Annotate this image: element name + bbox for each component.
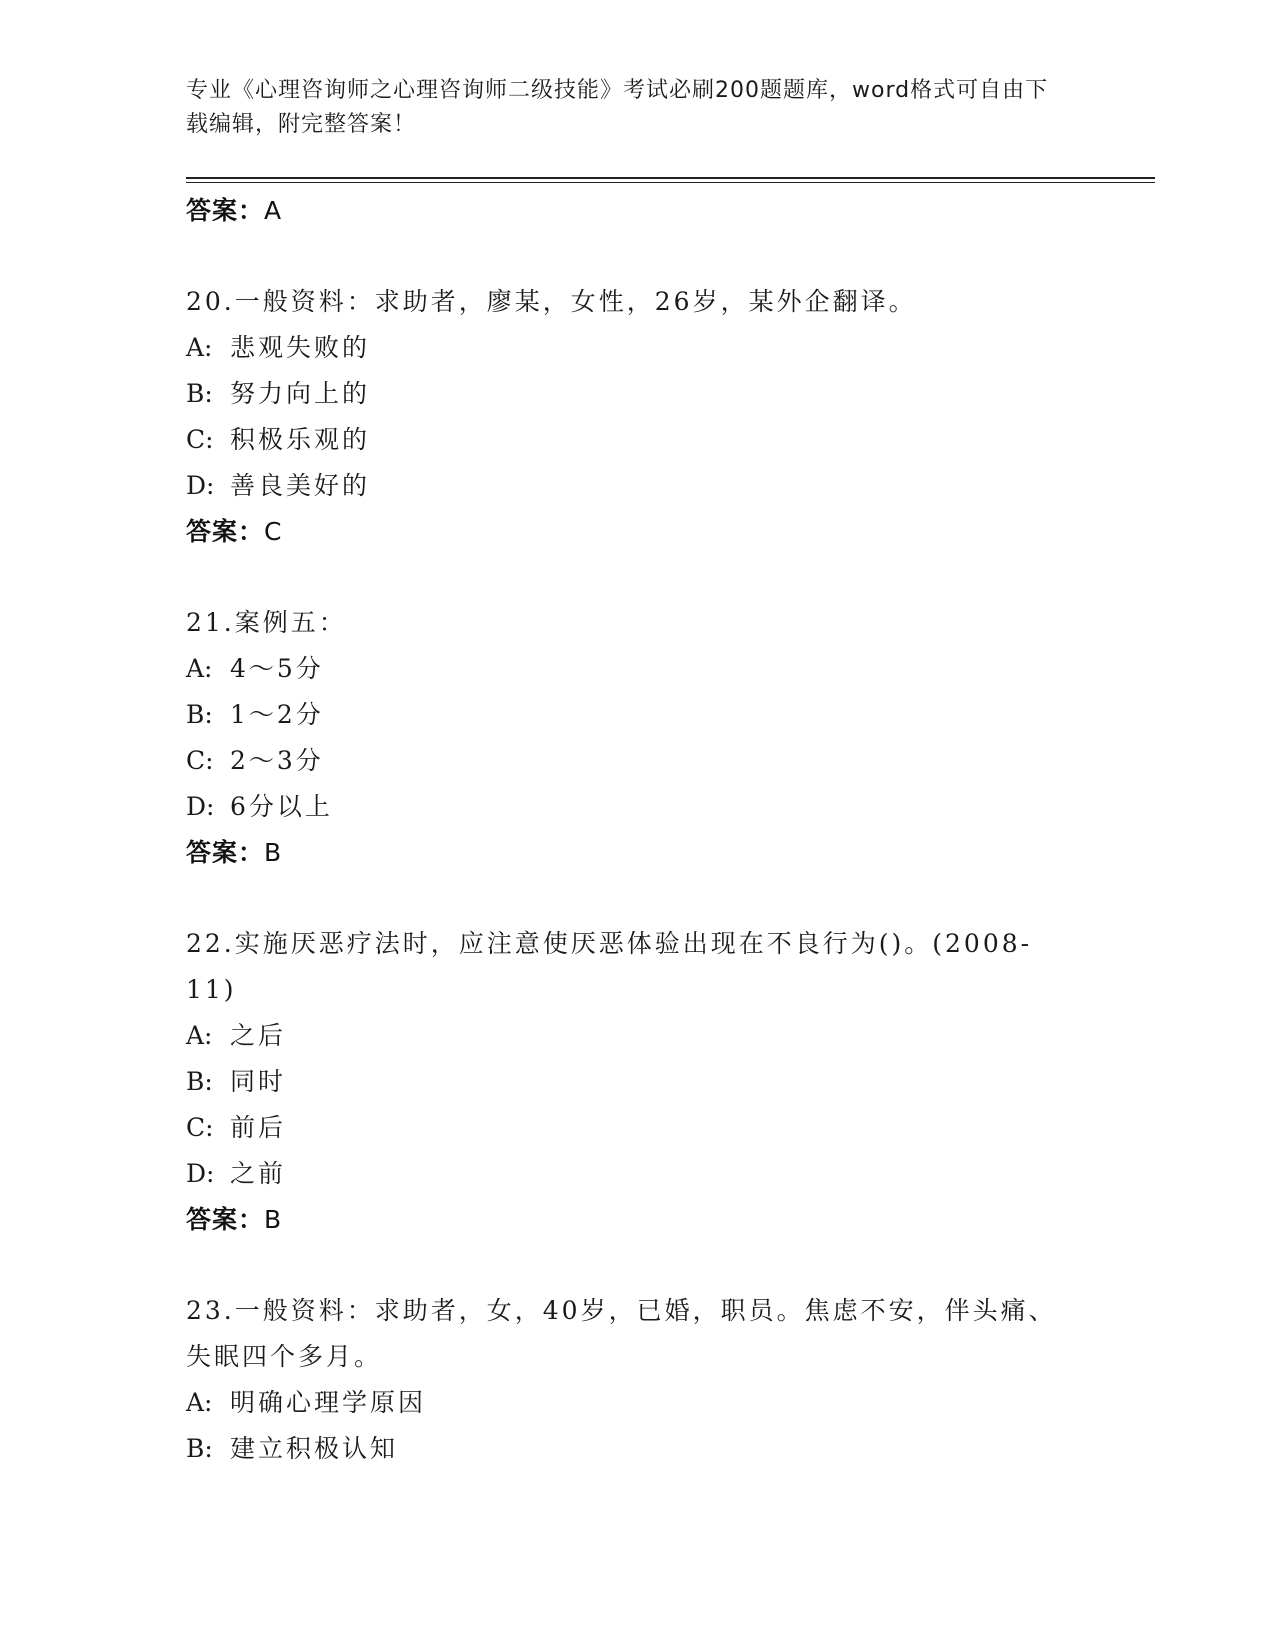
option-key: A:	[186, 333, 213, 362]
option-d	[186, 463, 1066, 509]
question-20	[186, 279, 1066, 555]
question-22	[186, 921, 1066, 1243]
option-a	[186, 1013, 1066, 1059]
spacer	[186, 555, 1066, 600]
question-stem: 22.实施厌恶疗法时，应注意使厌恶体验出现在不良行为()。(2008-11)	[186, 929, 1033, 1004]
option-text: 1～2分	[230, 700, 324, 729]
option-text: 善良美好的	[230, 471, 371, 500]
option-key: B:	[186, 700, 213, 729]
question-stem: 21.案例五：	[186, 608, 347, 637]
option-a	[186, 1380, 1066, 1426]
answer-value: A	[264, 196, 283, 225]
option-text: 2～3分	[230, 746, 324, 775]
option-text: 积极乐观的	[230, 425, 371, 454]
answer-line	[186, 1197, 1066, 1243]
option-c	[186, 1105, 1066, 1151]
option-key: C:	[186, 425, 214, 454]
answer-line	[186, 830, 1066, 876]
answer-label: 答案：	[186, 196, 265, 225]
option-a	[186, 646, 1066, 692]
answer-label: 答案：	[186, 838, 265, 867]
option-text: 4～5分	[230, 654, 324, 683]
option-key: C:	[186, 1113, 214, 1142]
option-c	[186, 738, 1066, 784]
option-key: B:	[186, 379, 213, 408]
option-text: 悲观失败的	[230, 333, 371, 362]
option-d	[186, 784, 1066, 830]
option-text: 明确心理学原因	[230, 1388, 427, 1417]
option-key: B:	[186, 1434, 213, 1463]
question-21	[186, 600, 1066, 876]
option-text: 之前	[230, 1159, 287, 1188]
option-key: D:	[186, 1159, 215, 1188]
question-stem: 20.一般资料：求助者，廖某，女性，26岁，某外企翻译。	[186, 287, 917, 316]
option-text: 努力向上的	[230, 379, 371, 408]
answer-value: B	[264, 1205, 283, 1234]
option-key: A:	[186, 1388, 213, 1417]
option-d	[186, 1151, 1066, 1197]
option-key: C:	[186, 746, 214, 775]
spacer	[186, 876, 1066, 921]
question-stem: 23.一般资料：求助者，女，40岁，已婚，职员。焦虑不安，伴头痛、失眠四个多月。	[186, 1296, 1057, 1371]
answer-label: 答案：	[186, 517, 265, 546]
question-list	[186, 188, 1066, 1472]
option-key: A:	[186, 654, 213, 683]
option-key: D:	[186, 471, 215, 500]
spacer	[186, 1243, 1066, 1288]
option-text: 同时	[230, 1067, 287, 1096]
answer-line	[186, 509, 1066, 555]
answer-value: C	[264, 517, 283, 546]
option-b	[186, 1059, 1066, 1105]
option-key: D:	[186, 792, 215, 821]
answer-line	[186, 188, 1066, 234]
option-key: B:	[186, 1067, 213, 1096]
option-text: 6分以上	[230, 792, 333, 821]
option-c	[186, 417, 1066, 463]
answer-value: B	[264, 838, 283, 867]
option-text: 前后	[230, 1113, 287, 1142]
option-b	[186, 692, 1066, 738]
question-23	[186, 1288, 1066, 1472]
spacer	[186, 234, 1066, 279]
option-a	[186, 325, 1066, 371]
option-b	[186, 371, 1066, 417]
option-text: 建立积极认知	[230, 1434, 399, 1463]
option-text: 之后	[230, 1021, 287, 1050]
option-b	[186, 1426, 1066, 1472]
document-header: 专业《心理咨询师之心理咨询师二级技能》考试必刷200题题库，word格式可自由下载编辑，附完整答案！	[186, 78, 1049, 137]
option-key: A:	[186, 1021, 213, 1050]
answer-label: 答案：	[186, 1205, 265, 1234]
header-divider-thick	[186, 177, 1155, 179]
header-divider-thin	[186, 182, 1155, 183]
